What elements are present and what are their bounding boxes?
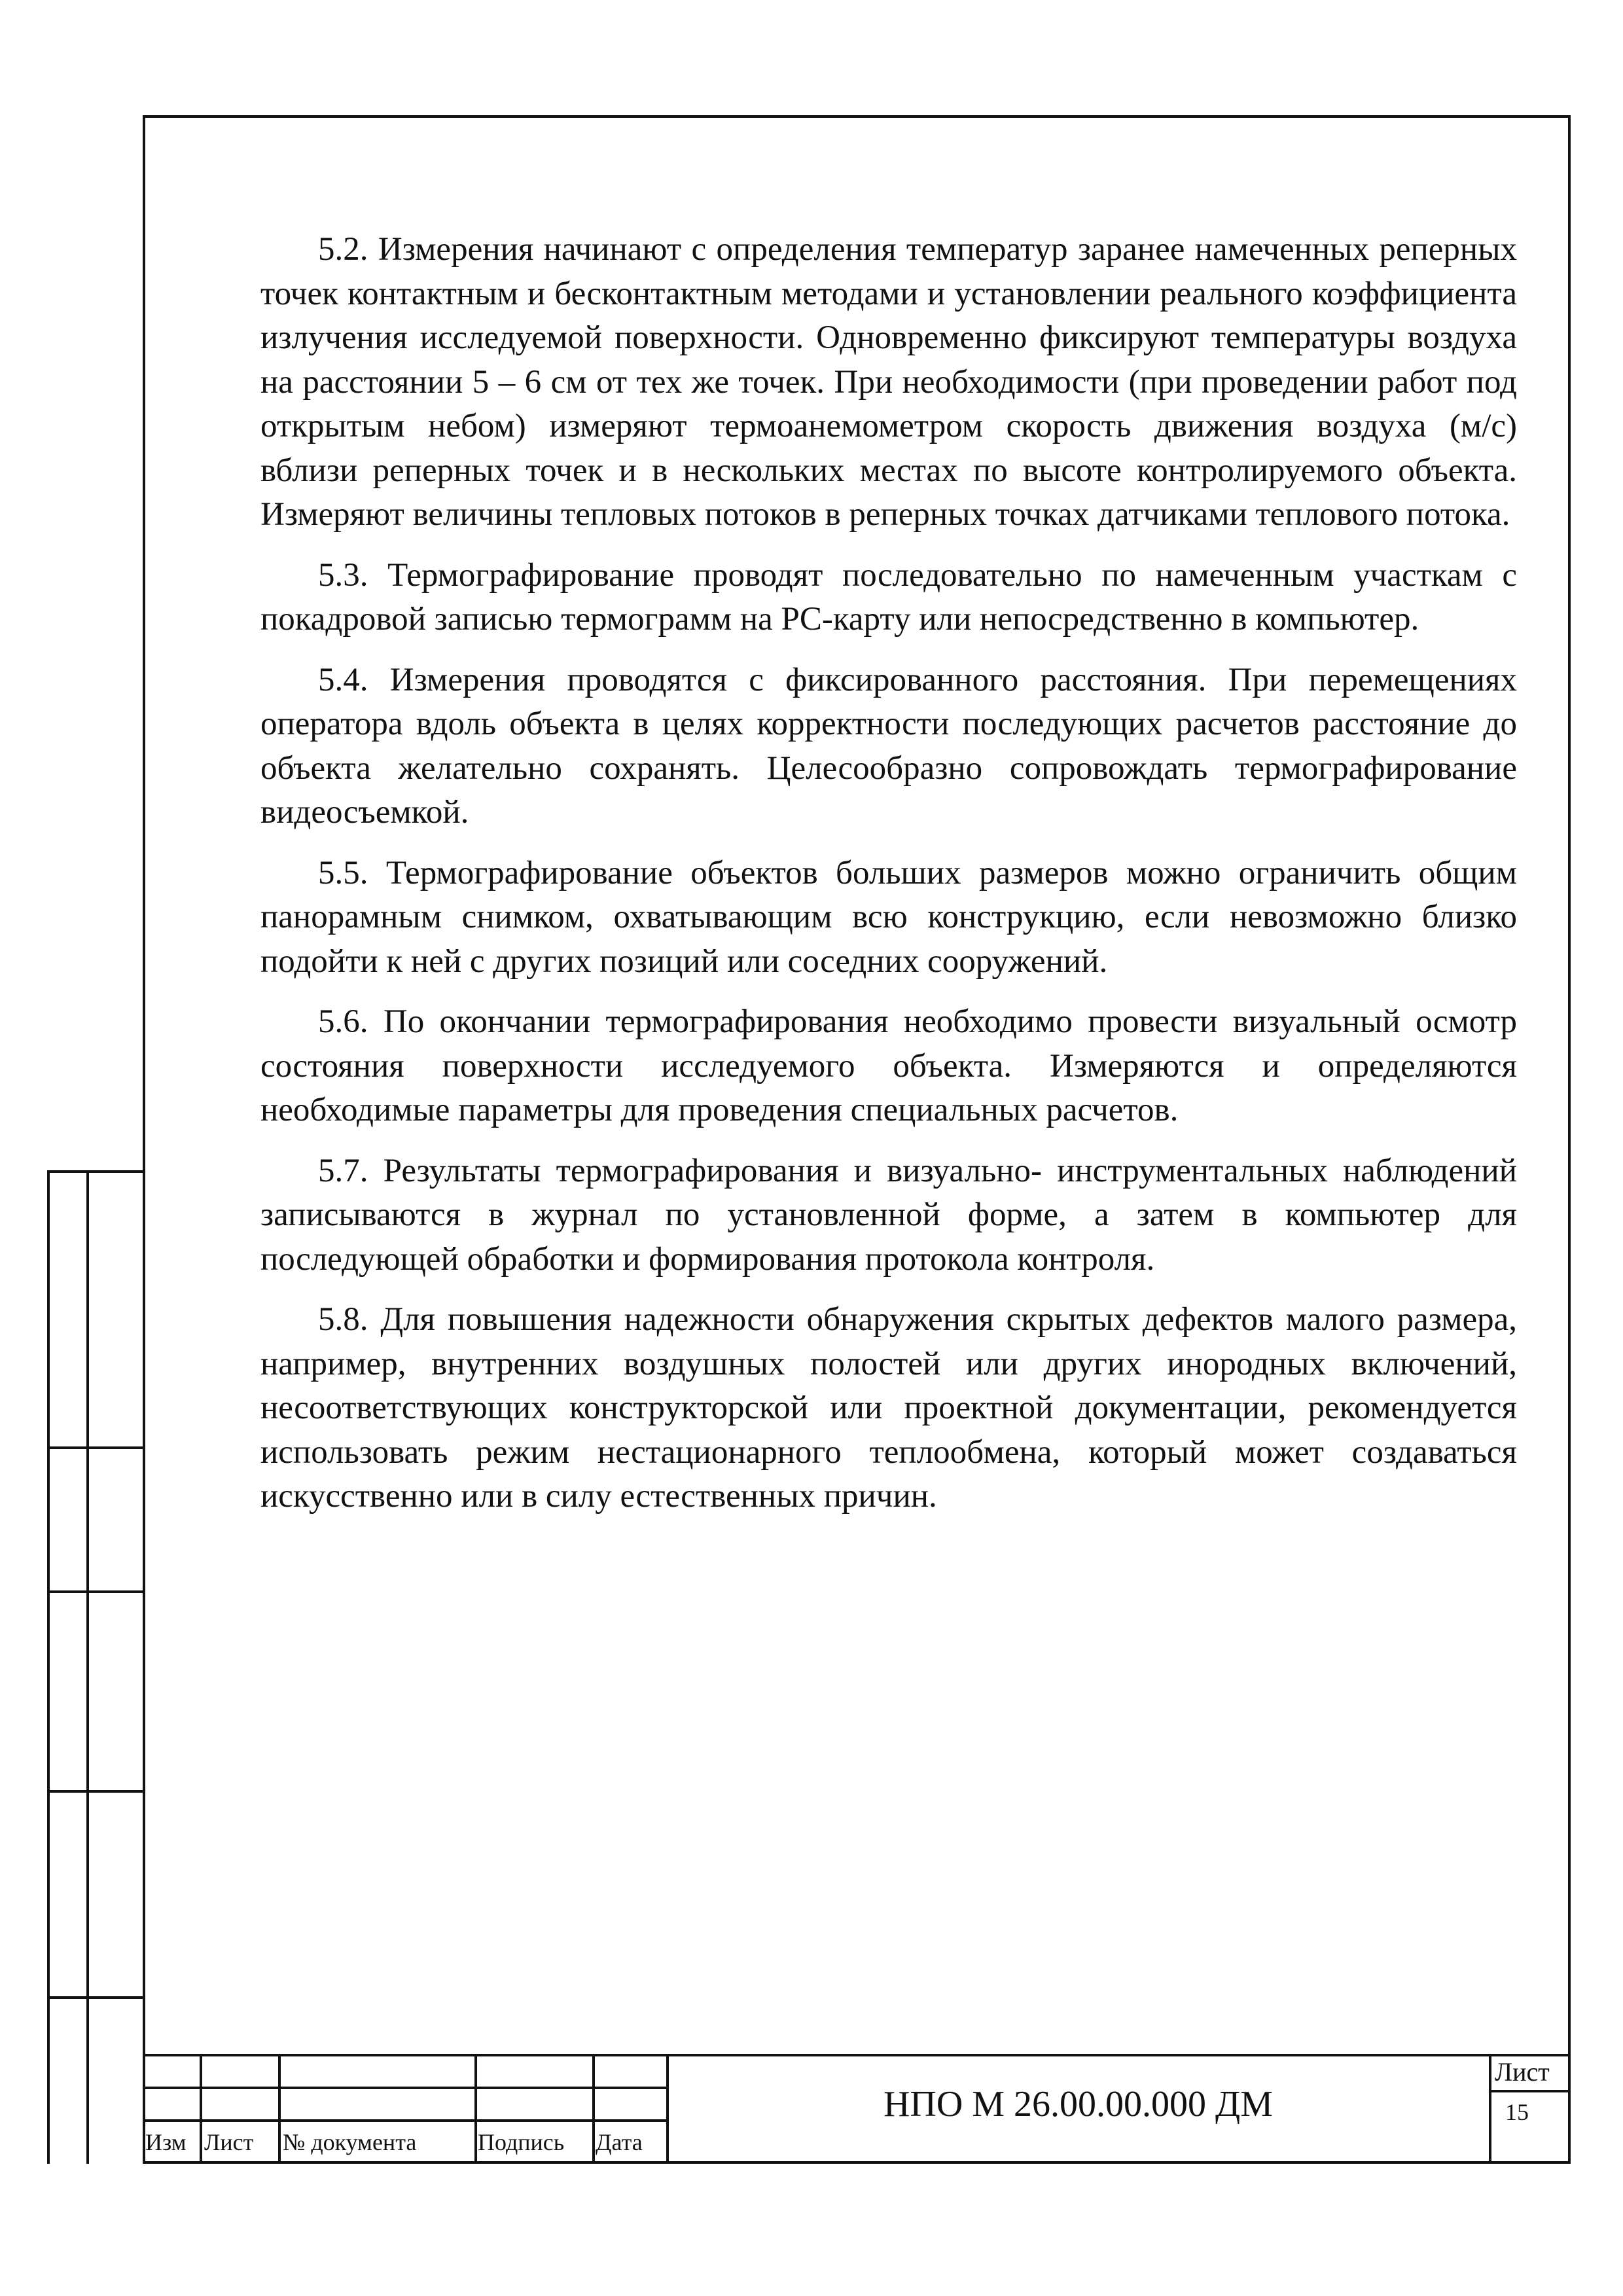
binding-strip-border <box>47 1170 50 2164</box>
document-code: НПО М 26.00.00.000 ДМ <box>883 2084 1274 2125</box>
paragraph-5-8: 5.8. Для повышения надежности обнаружения скрытых дефектов малого размера, например, внутренних воздушных полостей или других инородных включений, несоответствующих конструкторской или проектной документации, рекомендуется использовать режим нестационарного теплообмена, который может создаваться искусственно или в силу естественных причин. <box>260 1301 1517 1515</box>
column-signature: Подпись <box>478 2129 565 2155</box>
sheet-label: Лист <box>1495 2057 1550 2087</box>
body-text <box>260 228 1517 1535</box>
paragraph-5-2: 5.2. Измерения начинают с определения температур заранее намеченных реперных точек контактным и бесконтактным методами и установлении реального коэффициента излучения исследуемой поверхности. Одновременно фиксируют температуры воздуха на расстоянии 5 – 6 см от тех же точек. При необходимости (при проведении работ под открытым небом) измеряют термоанемометром скорость движения воздуха (м/с) вблизи реперных точек и в нескольких местах по высоте контролируемого объекта. Измеряют величины тепловых потоков в реперных точках датчиками теплового потока. <box>260 231 1517 533</box>
binding-strip-rule <box>47 1590 145 1593</box>
column-list: Лист <box>204 2129 254 2155</box>
sheet-number: 15 <box>1505 2099 1529 2125</box>
paragraph-5-7: 5.7. Результаты термографирования и визуально- инструментальных наблюдений записываются в журнал по установленной форме, а затем в компьютер для последующей обработки и формирования протокола контроля. <box>260 1152 1517 1278</box>
binding-strip-rule <box>47 1446 145 1449</box>
binding-strip-rule <box>47 1790 145 1793</box>
binding-strip-divider <box>86 1170 89 2164</box>
paragraph-5-3: 5.3. Термографирование проводят последовательно по намеченным участкам с покадровой записью термограмм на PC-карту или непосредственно в компьютер. <box>260 556 1517 637</box>
column-document: № документа <box>283 2129 417 2155</box>
binding-strip-rule <box>47 1170 145 1173</box>
paragraph-5-4: 5.4. Измерения проводятся с фиксированного расстояния. При перемещениях оператора вдоль объекта в целях корректности последующих расчетов расстояние до объекта желательно сохранять. Целесообразно сопровождать термографирование видеосъемкой. <box>260 661 1517 831</box>
column-date: Дата <box>596 2129 643 2155</box>
binding-strip-rule <box>47 1996 145 1999</box>
paragraph-5-5: 5.5. Термографирование объектов больших размеров можно ограничить общим панорамным снимком, охватывающим всю конструкцию, если невозможно близко подойти к ней с других позиций или соседних сооружений. <box>260 854 1517 980</box>
column-izm: Изм <box>145 2129 187 2155</box>
paragraph-5-6: 5.6. По окончании термографирования необходимо провести визуальный осмотр состояния поверхности исследуемого объекта. Измеряются и определяются необходимые параметры для проведения специальных расчетов. <box>260 1003 1517 1128</box>
